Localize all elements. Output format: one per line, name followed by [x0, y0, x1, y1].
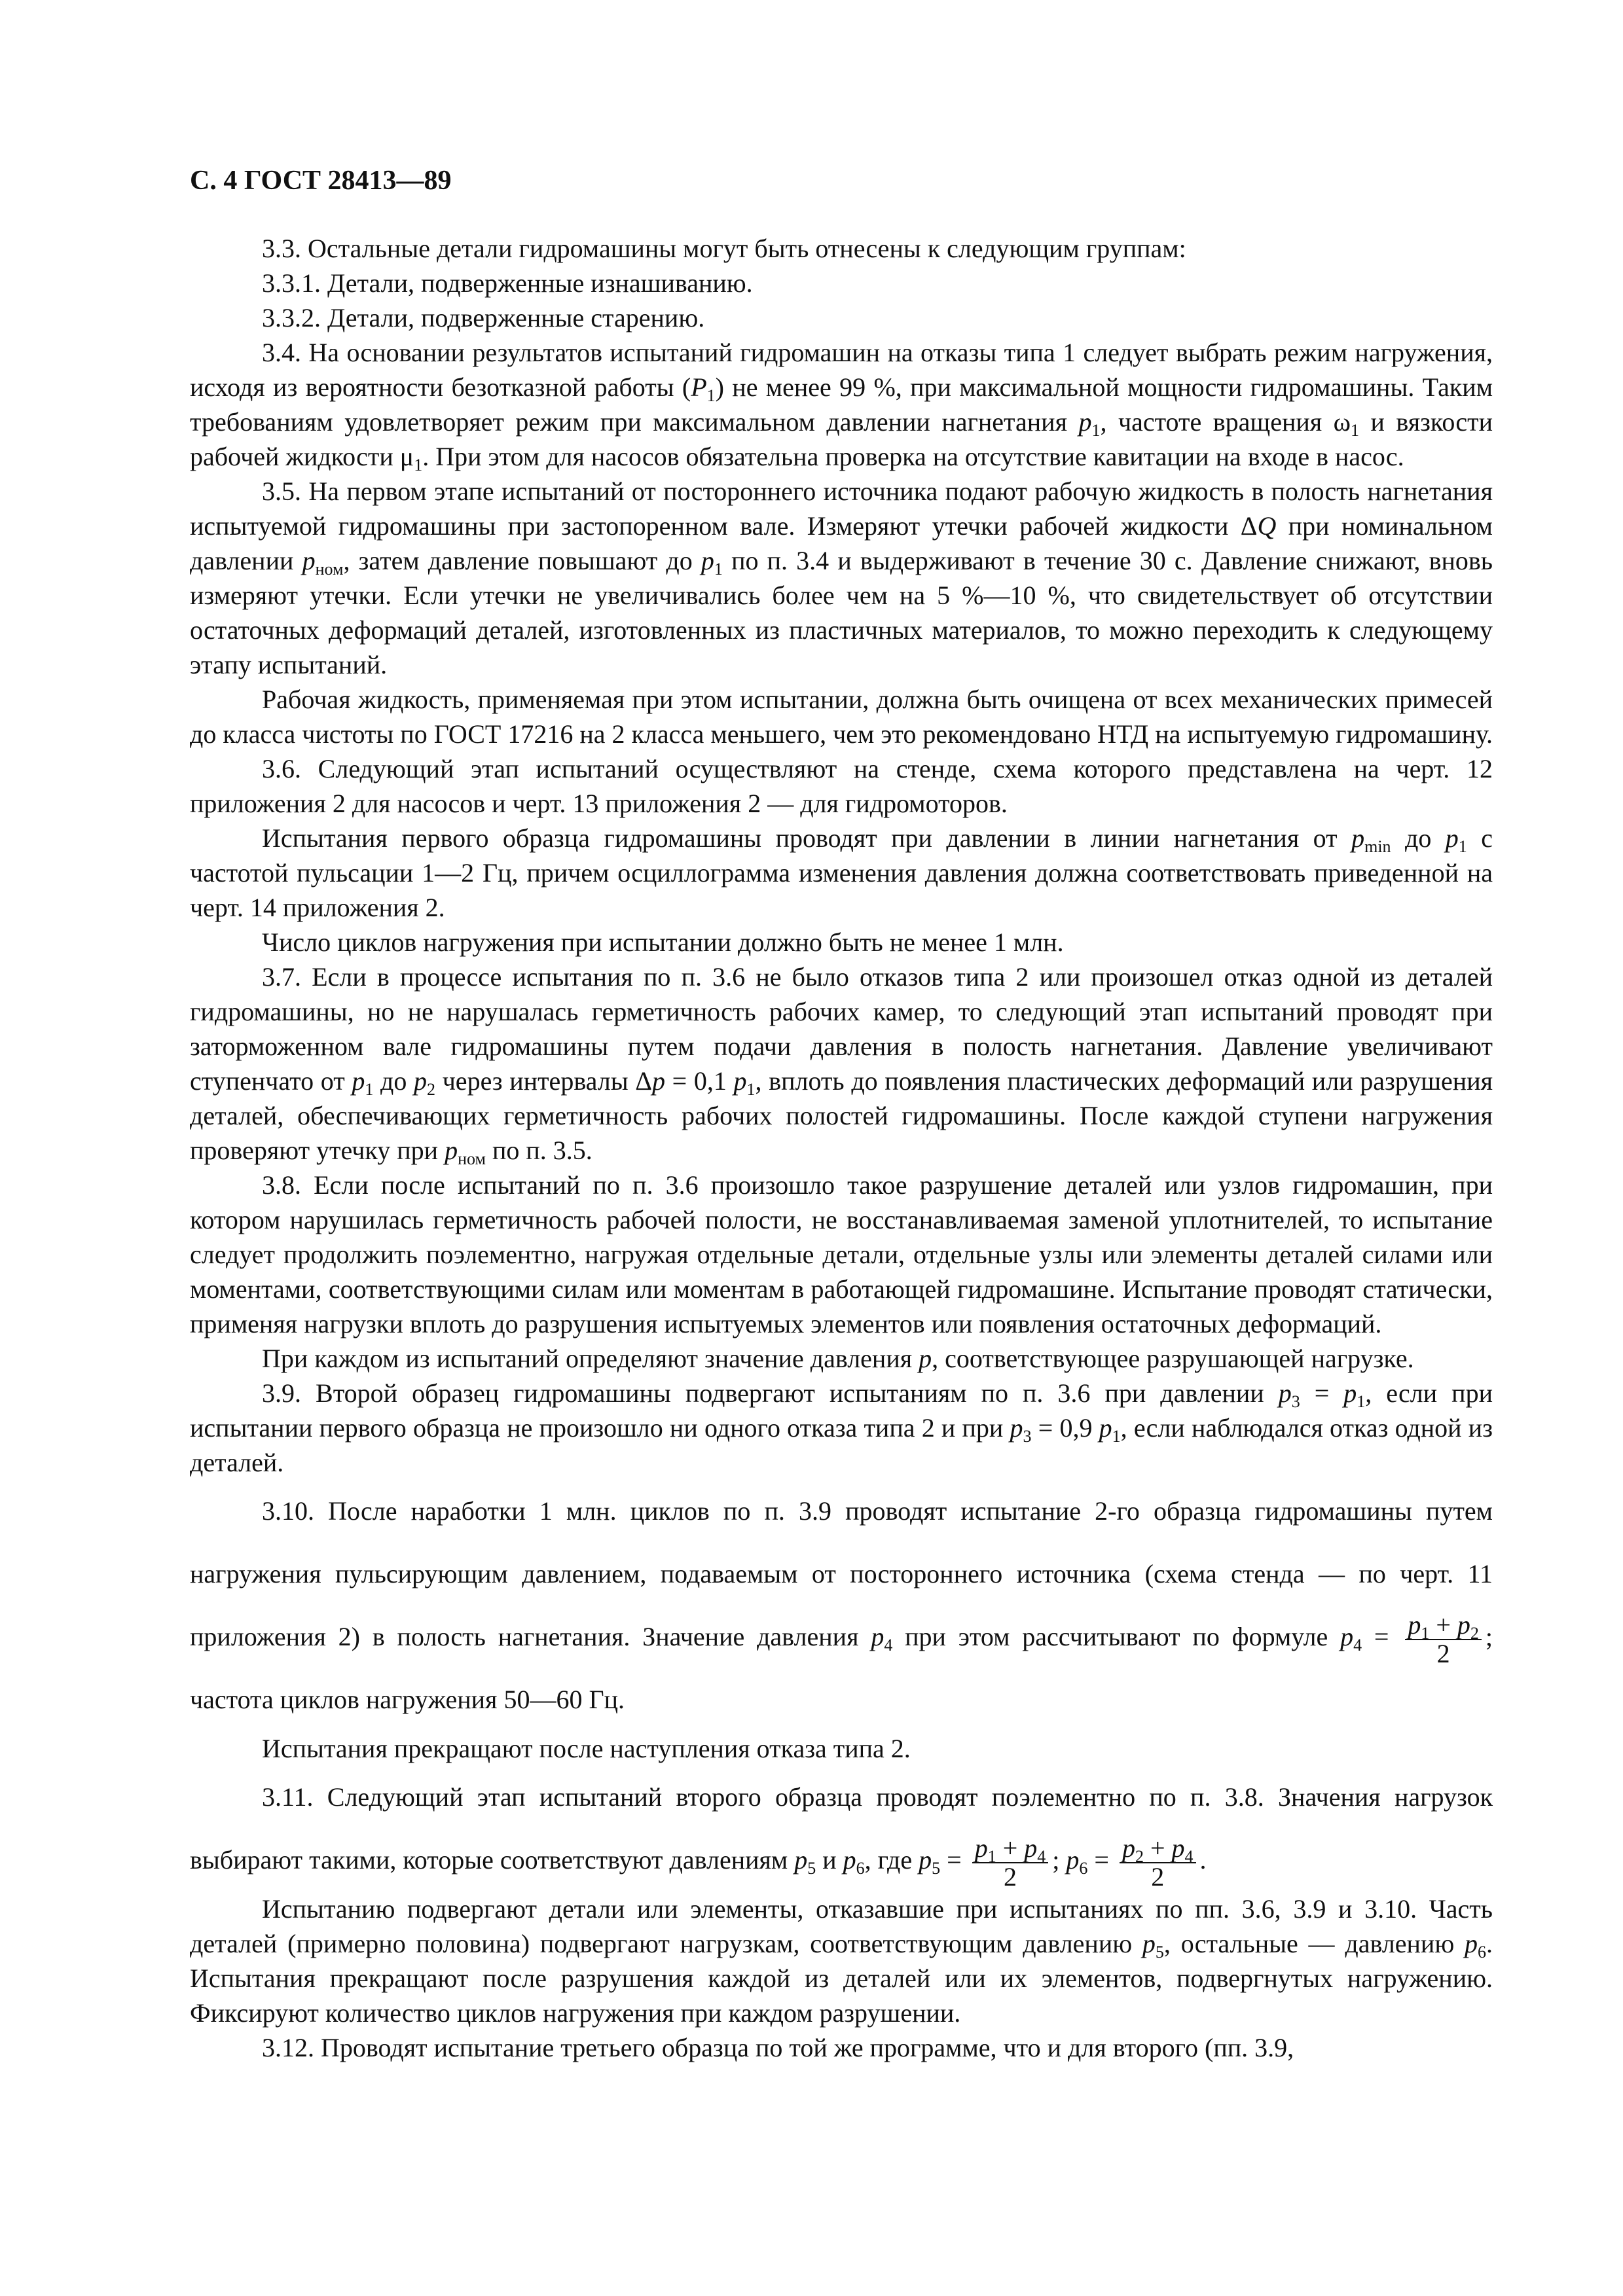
paragraph-test-stop: Испытания прекращают после наступления отказа типа 2.: [262, 1734, 911, 1763]
paragraph-destructive-pressure: При каждом из испытаний определяют значение давления p, соответствующее разрушающей нагрузке.: [262, 1344, 1414, 1373]
paragraph-3-7: 3.7. Если в процессе испытания по п. 3.6 не было отказов типа 2 или произошел отказ одной из деталей гидромашины, но не нарушалась герметичность рабочих камер, то следующий этап испытаний проводят при заторможенном вале гидромашины путем подачи давления в полость нагнетания. Давление увеличивают ступенчато от $p_1$ до $p_2$ через интервалы Δp = 0,1 $p_1$, вплоть до появления пластических деформаций или разрушения деталей, обеспечивающих герметичность рабочих полостей гидромашины. После каждой ступени нагружения проверяют утечку при $p_{ном}$ по п. 3.5.: [190, 962, 1493, 1168]
paragraph-element-tests: Испытанию подвергают детали или элементы, отказавшие при испытаниях по пп. 3.6, 3.9 и 3.10. Часть деталей (примерно половина) подвергают нагрузкам, соответствующим давлению $p_5$, остальные — давлению $p_6$. Испытания прекращают после разрушения каждой из деталей или их элементов, подвергнутых нагружению. Фиксируют количество циклов нагружения при каждом разрушении.: [190, 1894, 1493, 2028]
paragraph-first-sample-test: Испытания первого образца гидромашины проводят при давлении в линии нагнетания от $p_{min}$ до $p_1$ с частотой пульсации 1—2 Гц, причем осциллограмма изменения давления должна соответствовать приведенной на черт. 14 приложения 2.: [190, 823, 1493, 922]
formula-p4-fraction: $\frac{p_1 + p_2}{2}$: [1405, 1611, 1482, 1668]
paragraph-3-3: 3.3. Остальные детали гидромашины могут быть отнесены к следующим группам:: [262, 234, 1186, 263]
paragraph-fluid-cleanliness: Рабочая жидкость, применяемая при этом испытании, должна быть очищена от всех механических примесей до класса чистоты по ГОСТ 17216 на 2 класса меньшего, чем это рекомендовано НТД на испытуемую гидромашину.: [190, 685, 1493, 749]
paragraph-3-6: 3.6. Следующий этап испытаний осуществляют на стенде, схема которого представлена на черт. 12 приложения 2 для насосов и черт. 13 приложения 2 — для гидромоторов.: [190, 754, 1493, 818]
paragraph-3-5: 3.5. На первом этапе испытаний от постороннего источника подают рабочую жидкость в полость нагнетания испытуемой гидромашины при застопоренном вале. Измеряют утечки рабочей жидкости ΔQ при номинальном давлении $p_{ном}$, затем давление повышают до $p_1$ по п. 3.4 и выдерживают в течение 30 с. Давление снижают, вновь измеряют утечки. Если утечки не увеличивались более чем на 5 %—10 %, что свидетельствует об отсутствии остаточных деформаций деталей, изготовленных из пластичных материалов, то можно переходить к следующему этапу испытаний.: [190, 476, 1493, 679]
document-page: [190, 164, 1493, 2065]
paragraph-3-10: 3.10. После наработки 1 млн. циклов по п. 3.9 проводят испытание 2-го образца гидромашины путем нагружения пульсирующим давлением, подаваемым от постороннего источника (схема стенда — по черт. 11 приложения 2) в полость нагнетания. Значение давления $p_4$ при этом рассчитывают по формуле $p_4$ = $\frac{p_1 + p_2}{2}$ ; частота циклов нагружения 50—60 Гц.: [190, 1496, 1493, 1714]
paragraph-cycle-count: Число циклов нагружения при испытании должно быть не менее 1 млн.: [262, 927, 1064, 957]
formula-p5-fraction: $\frac{p_1 + p_4}{2}$: [972, 1835, 1049, 1891]
paragraph-3-8: 3.8. Если после испытаний по п. 3.6 произошло такое разрушение деталей или узлов гидромашин, при котором нарушилась герметичность рабочей полости, не восстанавливаемая заменой уплотнителей, то испытание следует продолжить поэлементно, нагружая отдельные детали, отдельные узлы или элементы деталей силами или моментами, соответствующими силам или моментам в работающей гидромашине. Испытание проводят статически, применяя нагрузки вплоть до разрушения испытуемых элементов или появления остаточных деформаций.: [190, 1170, 1493, 1338]
paragraph-3-12: 3.12. Проводят испытание третьего образца по той же программе, что и для второго (пп. 3.9,: [262, 2033, 1294, 2062]
formula-p6-fraction: $\frac{p_2 + p_4}{2}$: [1120, 1835, 1196, 1891]
paragraph-3-3-2: 3.3.2. Детали, подверженные старению.: [262, 303, 705, 332]
paragraph-3-3-1: 3.3.1. Детали, подверженные изнашиванию.: [262, 268, 753, 298]
paragraph-3-9: 3.9. Второй образец гидромашины подвергают испытаниям по п. 3.6 при давлении $p_3 = p_1$, если при испытании первого образца не произошло ни одного отказа типа 2 и при $p_3 = 0,9$ $p_1$, если наблюдался отказ одной из деталей.: [190, 1378, 1493, 1477]
page-header: С. 4 ГОСТ 28413—89: [190, 166, 452, 196]
paragraph-3-4: 3.4. На основании результатов испытаний гидромашин на отказы типа 1 следует выбрать режим нагружения, исходя из вероятности безотказной работы $(P_1)$ не менее 99 %, при максимальной мощности гидромашины. Таким требованиям удовлетворяет режим при максимальном давлении нагнетания $p_1$, частоте вращения $\omega_1$ и вязкости рабочей жидкости $\mu_1$. При этом для насосов обязательна проверка на отсутствие кавитации на входе в насос.: [190, 338, 1493, 475]
paragraph-3-11: 3.11. Следующий этап испытаний второго образца проводят поэлементно по п. 3.8. Значения нагрузок выбирают такими, которые соответствуют давлениям $p_5$ и $p_6$, где $p_5$ = $\frac{p_1 + p_4}{2}$ ; $p_6$ = $\frac{p_2 + p_4}{2}$ .: [190, 1782, 1493, 1892]
